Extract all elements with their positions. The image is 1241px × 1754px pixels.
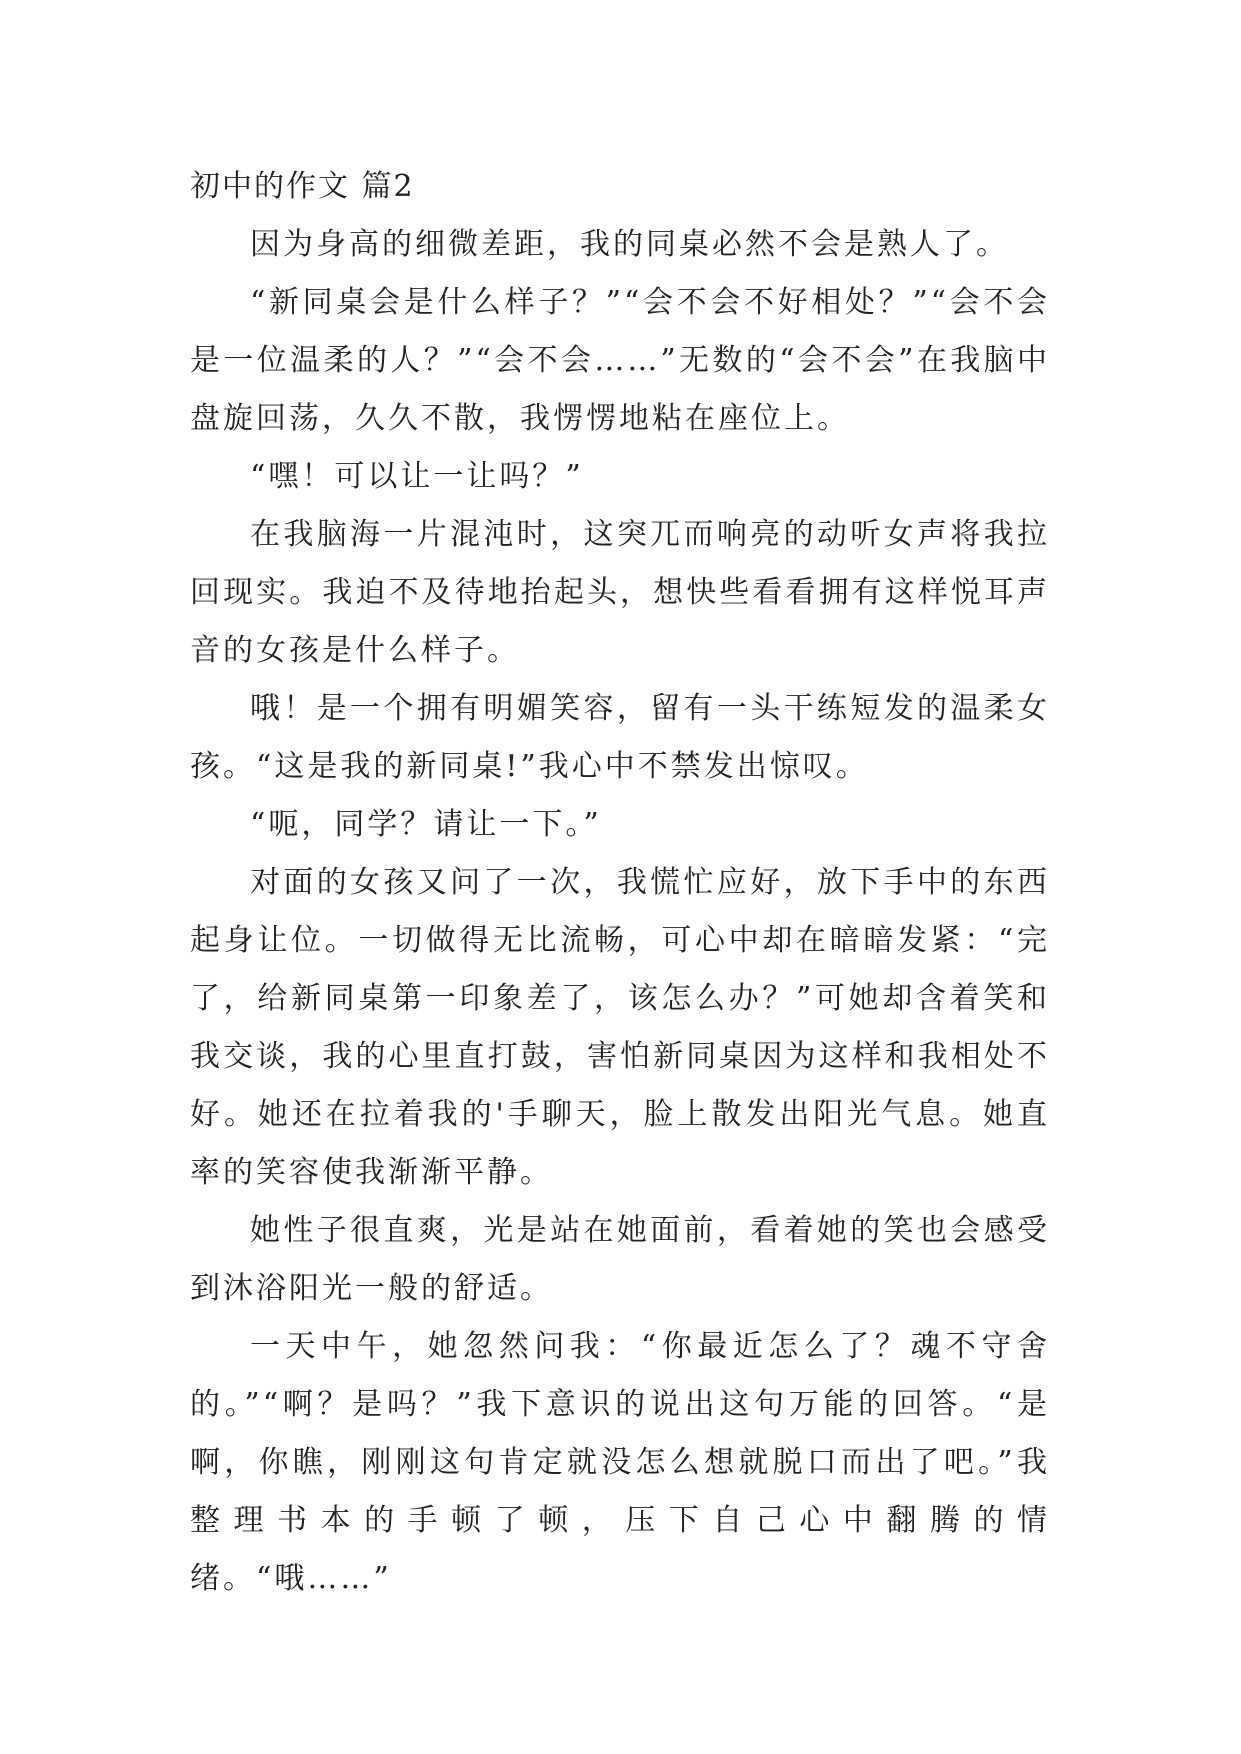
- paragraph: “嘿！可以让一让吗？”: [250, 459, 584, 494]
- paragraph: 因为身高的细微差距，我的同桌必然不会是熟人了。: [250, 227, 1009, 262]
- paragraph: 她性子很直爽，光是站在她面前，看着她的笑也会感受到沐浴阳光一般的舒适。: [190, 1213, 1050, 1306]
- paragraph: 哦！是一个拥有明媚笑容，留有一头干练短发的温柔女孩。“这是我的新同桌!”我心中不禁发出惊叹。: [190, 691, 1050, 784]
- paragraph: 对面的女孩又问了一次，我慌忙应好，放下手中的东西起身让位。一切做得无比流畅，可心中却在暗暗发紧：“完了，给新同桌第一印象差了，该怎么办？”可她却含着笑和我交谈，我的心里直打鼓，害怕新同桌因为这样和我相处不好。她还在拉着我的'手聊天，脸上散发出阳光气息。她直率的笑容使我渐渐平静。: [190, 865, 1050, 1190]
- paragraph: 一天中午，她忽然问我：“你最近怎么了？魂不守舍的。”“啊？是吗？”我下意识的说出这句万能的回答。“是啊，你瞧，刚刚这句肯定就没怎么想就脱口而出了吧。”我整理书本的手顿了顿，压下自己心中翻腾的情绪。“哦……”: [190, 1329, 1050, 1596]
- paragraph: “新同桌会是什么样子？”“会不会不好相处？”“会不会是一位温柔的人？”“会不会……”无数的“会不会”在我脑中盘旋回荡，久久不散，我愣愣地粘在座位上。: [190, 285, 1050, 436]
- paragraph: 在我脑海一片混沌时，这突兀而响亮的动听女声将我拉回现实。我迫不及待地抬起头，想快些看看拥有这样悦耳声音的女孩是什么样子。: [190, 517, 1050, 668]
- document-title: 初中的作文 篇2: [190, 169, 415, 204]
- document-body: [190, 158, 1050, 1608]
- paragraph: “呃，同学？请让一下。”: [250, 807, 602, 842]
